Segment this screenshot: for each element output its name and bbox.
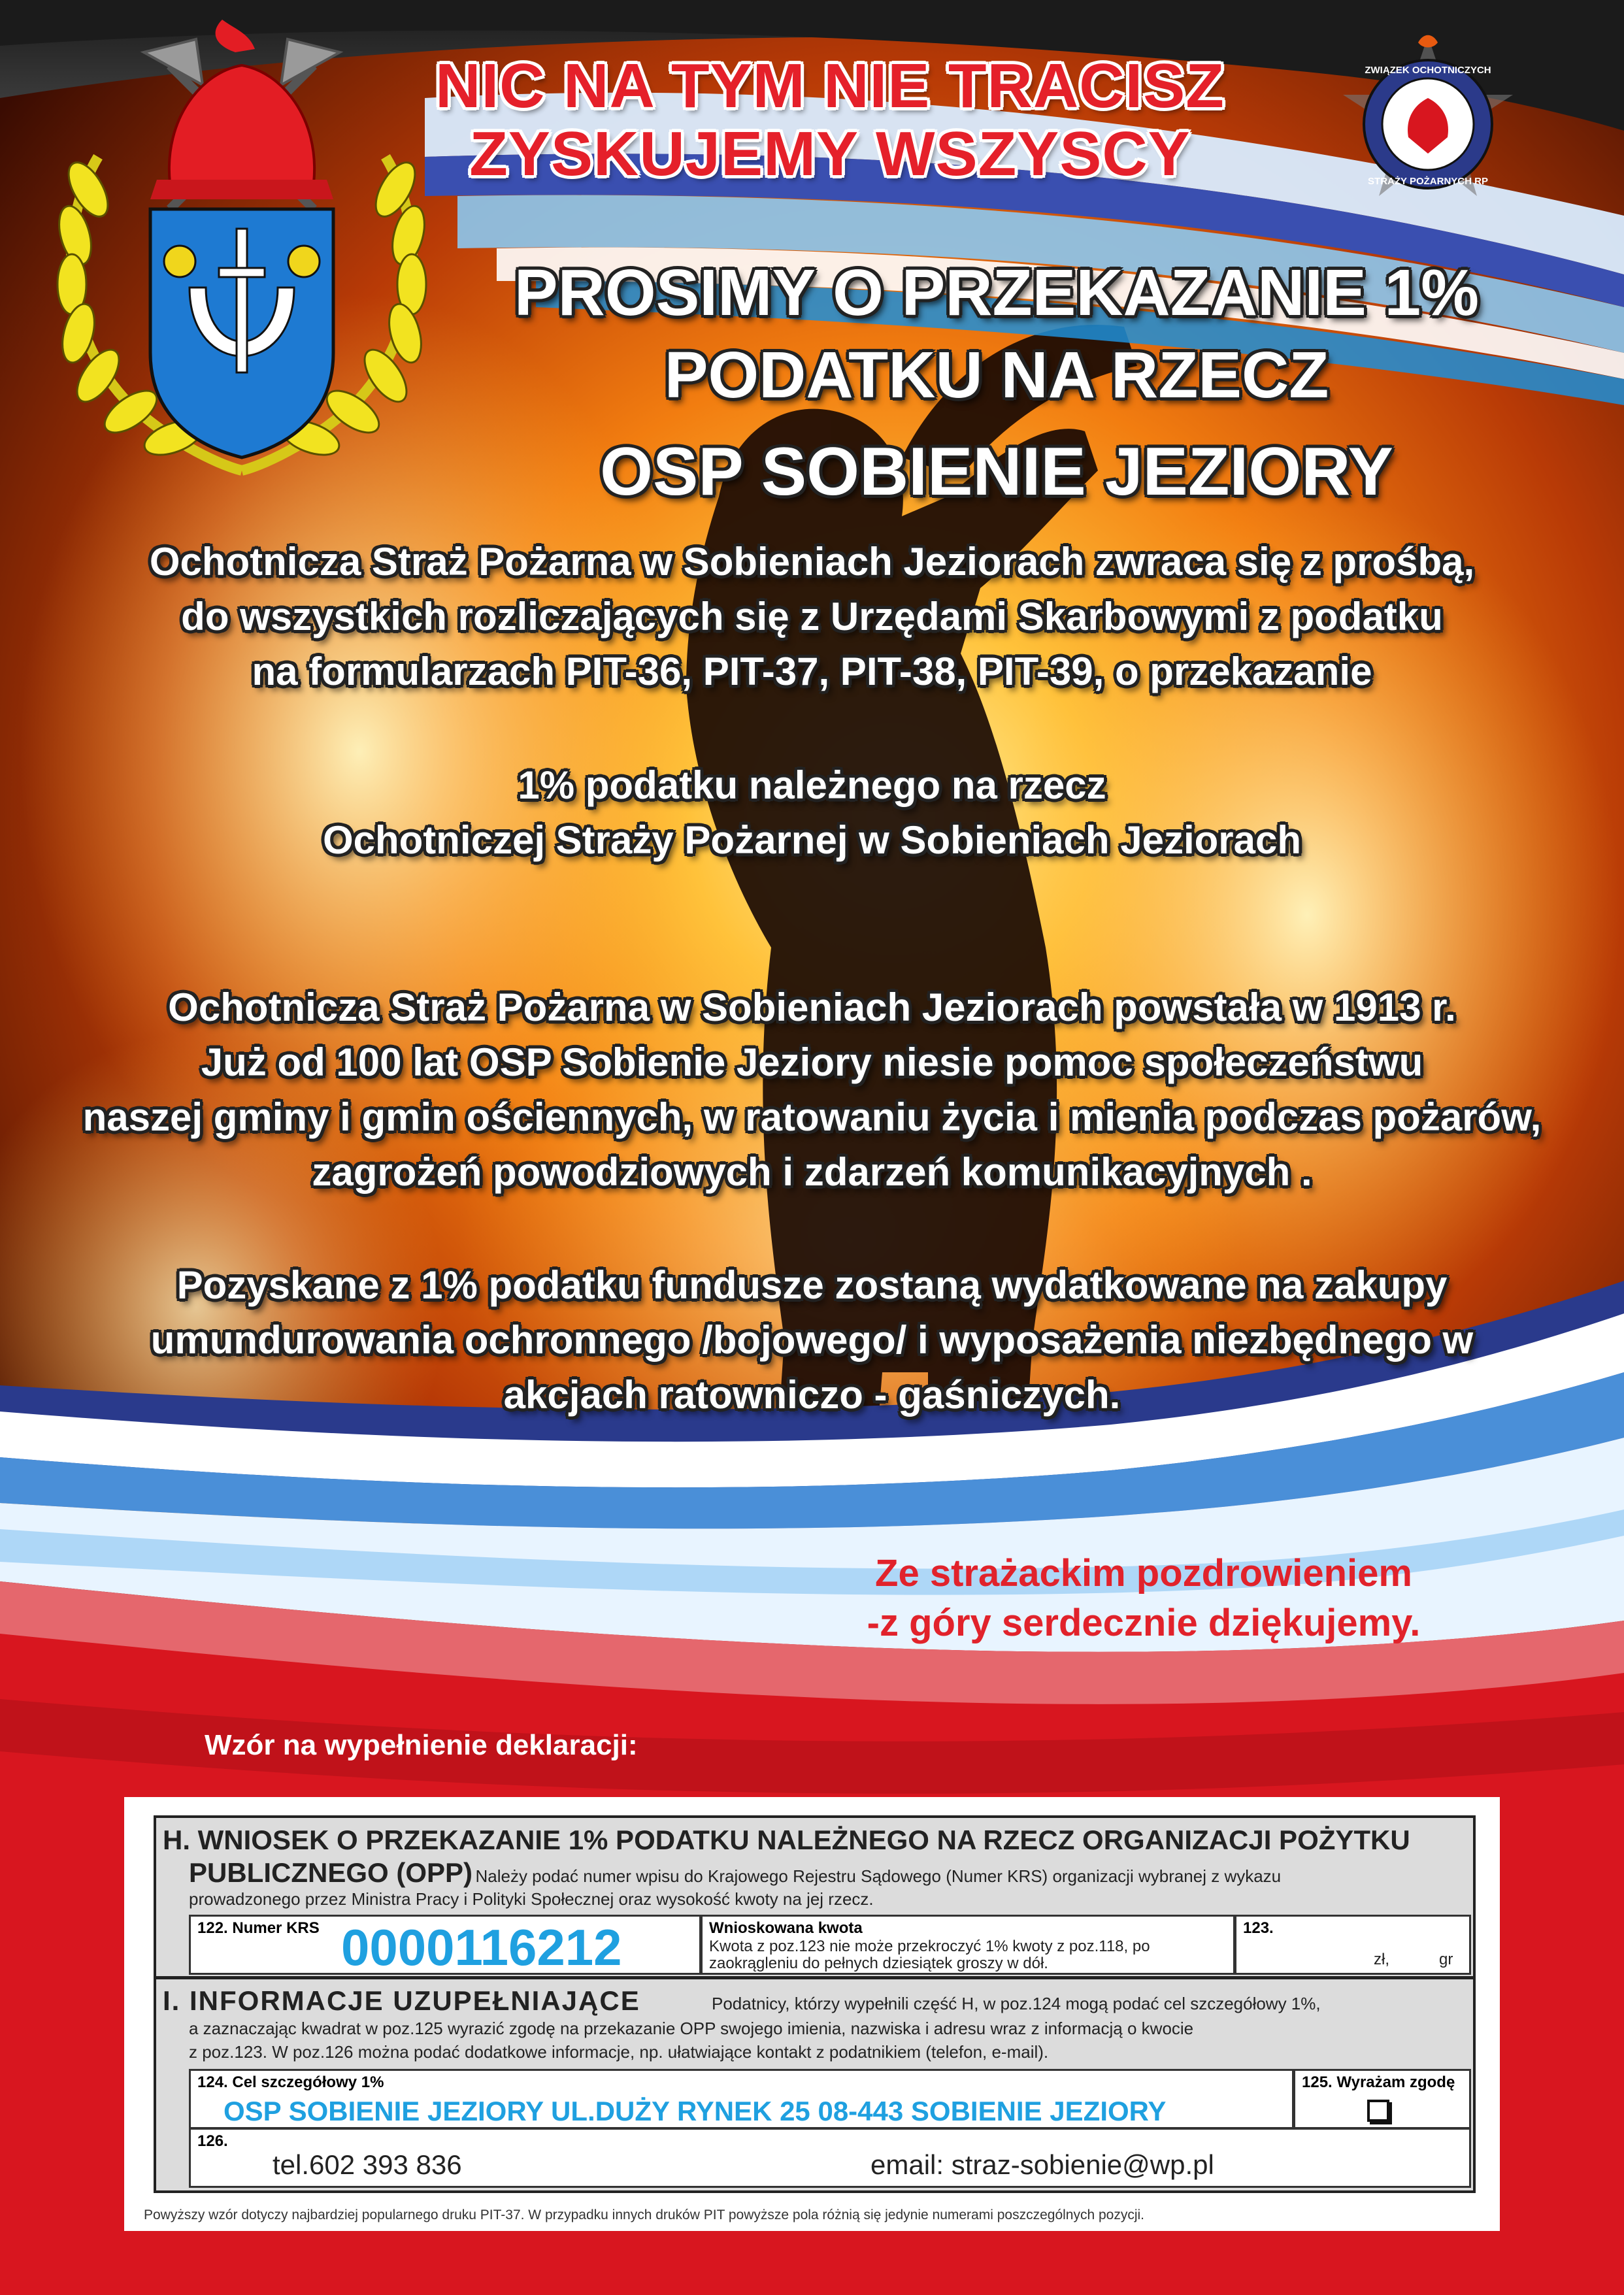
section-divider (156, 1976, 1473, 1979)
closing-line2: -z góry serdecznie dziękujemy. (867, 1602, 1421, 1644)
field-123-cell[interactable] (1235, 1915, 1471, 1975)
section-h-desc2: prowadzonego przez Ministra Pracy i Polityki Społecznej oraz wysokość kwoty na jej rzecz. (189, 1889, 874, 1909)
goal-value: OSP SOBIENIE JEZIORY UL.DUŻY RYNEK 25 08-443 SOBIENIE JEZIORY (224, 2096, 1167, 2126)
funds-paragraph (20, 1258, 1604, 1423)
section-h-heading2: PUBLICZNEGO (OPP) (189, 1857, 473, 1888)
appeal-line2: do wszystkich rozliczających się z Urzędami Skarbowymi z podatku (181, 595, 1443, 638)
phone-text: tel.602 393 836 (273, 2149, 462, 2180)
history-line4: zagrożeń powodziowych i zdarzeń komunikacyjnych . (312, 1150, 1312, 1194)
gr-label: gr (1439, 1951, 1453, 1968)
funds-line3: akcjach ratowniczo - gaśniczych. (503, 1373, 1121, 1417)
field-126-label: 126. (197, 2132, 228, 2150)
headline-line2: PODATKU NA RZECZ (664, 338, 1329, 412)
section-i-desc1: Podatnicy, którzy wypełnili część H, w poz.124 mogą podać cel szczegółowy 1%, (712, 1994, 1321, 2013)
headline-line1: PROSIMY O PRZEKAZANIE 1% (514, 256, 1480, 329)
section-h-desc1: Należy podać numer wpisu do Krajowego Rejestru Sądowego (Numer KRS) organizacji wybranej z wykazu (475, 1866, 1282, 1886)
closing-line1: Ze strażackim pozdrowieniem (875, 1552, 1412, 1594)
tax-form-sample (124, 1797, 1500, 2231)
slogan (405, 52, 1255, 188)
section-i-heading: I. INFORMACJE UZUPEŁNIAJĄCE (163, 1985, 640, 2016)
consent-checkbox[interactable] (1367, 2100, 1389, 2122)
amount-desc1: Kwota z poz.123 nie może przekroczyć 1% kwoty z poz.118, po (709, 1938, 1150, 1955)
shield-icon (150, 209, 333, 457)
emblem-text-top: ZWIĄZEK OCHOTNICZYCH (1365, 65, 1491, 76)
history-line1: Ochotnicza Straż Pożarna w Sobieniach Jeziorach powstała w 1913 r. (168, 985, 1456, 1029)
section-i-desc3: z poz.123. W poz.126 można podać dodatkowe informacje, np. ułatwiające kontakt z podatnikiem (telefon, e-mail). (189, 2042, 1049, 2062)
amount-label: Wnioskowana kwota (709, 1919, 863, 1937)
appeal-line1: Ochotnicza Straż Pożarna w Sobieniach Jeziorach zwraca się z prośbą, (149, 540, 1475, 584)
field-123-label: 123. (1243, 1919, 1274, 1937)
zl-label: zł, (1374, 1951, 1389, 1968)
appeal-paragraph (20, 535, 1604, 699)
closing-greeting (752, 1549, 1536, 1648)
headline (425, 252, 1568, 513)
section-h-heading: H. WNIOSEK O PRZEKAZANIE 1% PODATKU NALEŻNEGO NA RZECZ ORGANIZACJI POŻYTKU (163, 1824, 1410, 1855)
section-i-desc2: a zaznaczając kwadrat w poz.125 wyrazić zgodę na przekazanie OPP swojego imienia, nazwiska i adresu wraz z informacją o kwocie (189, 2019, 1194, 2038)
goal-cell (189, 2069, 1294, 2129)
field-126-cell (189, 2128, 1471, 2188)
funds-line1: Pozyskane z 1% podatku fundusze zostaną wydatkowane na zakupy (176, 1263, 1448, 1307)
amount-cell (701, 1915, 1235, 1975)
zwiazek-osp-emblem (1340, 33, 1516, 209)
emblem-text-bottom: STRAŻY POŻARNYCH RP (1368, 176, 1488, 187)
consent-label: 125. Wyrażam zgodę (1302, 2073, 1455, 2091)
krs-label: 122. Numer KRS (197, 1919, 320, 1937)
krs-number: 0000116212 (341, 1919, 622, 1976)
consent-cell (1293, 2069, 1471, 2129)
form-footnote: Powyższy wzór dotyczy najbardziej popularnego druku PIT-37. W przypadku innych druków PIT powyższe pola różnią się jedynie numerami poszczególnych pozycji. (144, 2207, 1145, 2222)
tax-paragraph (20, 758, 1604, 868)
form-title: Wzór na wypełnienie deklaracji: (205, 1729, 638, 1761)
gmina-coat-of-arms (20, 13, 464, 484)
section-h-subheading-row (189, 1857, 1281, 1889)
amount-desc2: zaokrągleniu do pełnych dziesiątek groszy w dół. (709, 1955, 1048, 1972)
funds-line2: umundurowania ochronnego /bojowego/ i wyposażenia niezbędnego w (150, 1318, 1474, 1362)
goal-label: 124. Cel szczegółowy 1% (197, 2073, 384, 2091)
tax-line1: 1% podatku należnego na rzecz (518, 763, 1106, 807)
history-line3: naszej gminy i gmin ościennych, w ratowaniu życia i mienia podczas pożarów, (82, 1095, 1542, 1139)
slogan-line1: NIC NA TYM NIE TRACISZ (435, 51, 1225, 121)
headline-line3: OSP SOBIENIE JEZIORY (600, 434, 1393, 510)
tax-form-frame (154, 1815, 1476, 2193)
tax-line2: Ochotniczej Straży Pożarnej w Sobieniach Jeziorach (322, 818, 1302, 862)
history-paragraph (20, 980, 1604, 1200)
slogan-line2: ZYSKUJEMY WSZYSCY (469, 119, 1191, 189)
appeal-line3: na formularzach PIT-36, PIT-37, PIT-38, PIT-39, o przekazanie (252, 650, 1372, 693)
krs-cell (189, 1915, 701, 1975)
history-line2: Już od 100 lat OSP Sobienie Jeziory niesie pomoc społeczeństwu (201, 1040, 1423, 1084)
email-text: email: straz-sobienie@wp.pl (870, 2149, 1214, 2180)
